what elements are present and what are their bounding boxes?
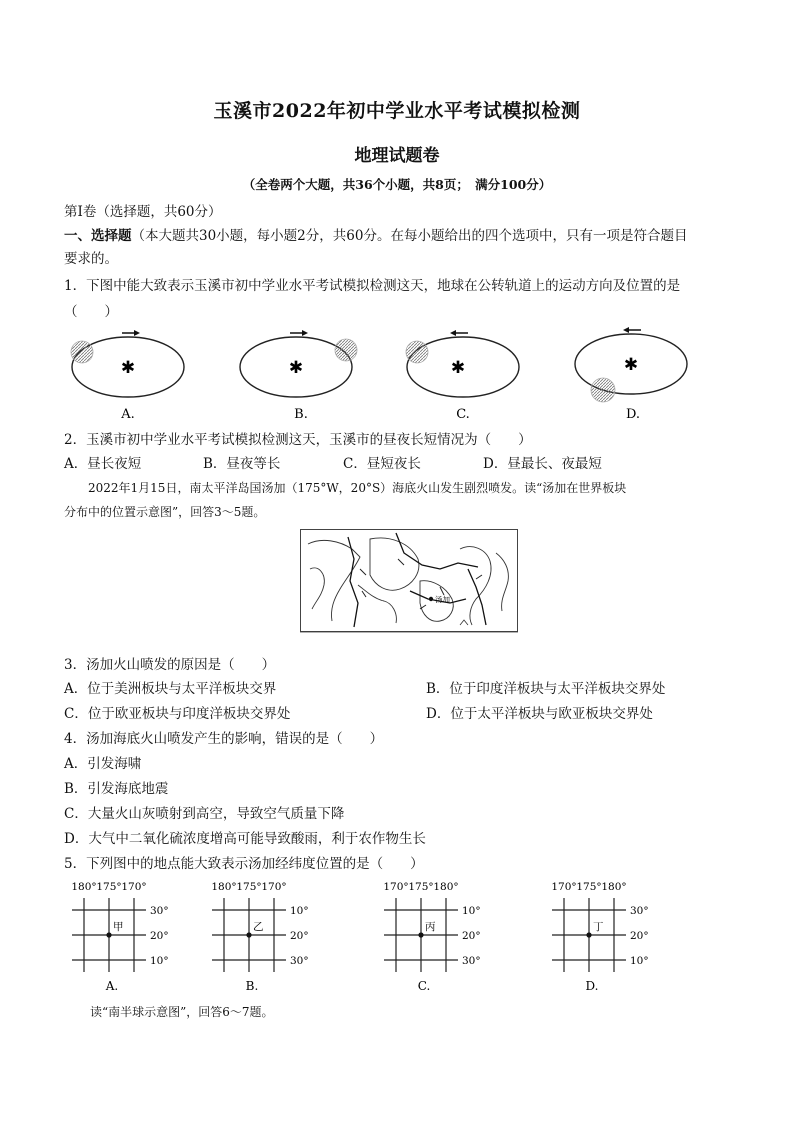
- tonga-marker: [429, 597, 433, 601]
- q2-option-a: A．昼长夜短: [64, 456, 142, 472]
- earth-icon: [406, 341, 428, 363]
- longitude-label: 175°: [576, 881, 602, 893]
- earth-icon: [335, 339, 357, 361]
- orbit-diagram-a: [71, 330, 184, 422]
- latitude-label: 10°: [290, 905, 309, 917]
- longitude-label: 175°: [236, 881, 262, 893]
- q4-option-d: D．大气中二氧化硫浓度增高可能导致酸雨，利于农作物生长: [64, 831, 426, 847]
- section-label: 一、选择题: [64, 228, 132, 244]
- q3-stem: 3．汤加火山喷发的原因是（ ）: [64, 657, 276, 673]
- orbit-diagram-b: [240, 330, 357, 422]
- arrow-right-icon: [134, 330, 140, 336]
- q1-orbit-diagrams: [60, 322, 740, 422]
- option-label: A.: [105, 979, 119, 993]
- longitude-label: 180°: [71, 881, 97, 893]
- q4-option-c: C．大量火山灰喷射到高空，导致空气质量下降: [64, 806, 345, 822]
- latitude-label: 10°: [630, 955, 649, 967]
- sun-icon: ✱: [623, 355, 639, 375]
- latitude-label: 30°: [462, 955, 481, 967]
- q3-option-c: C．位于欧亚板块与印度洋板块交界处: [64, 706, 291, 722]
- orbit-diagram-d: [575, 327, 687, 422]
- latitude-label: 30°: [150, 905, 169, 917]
- passage-line-2: 分布中的位置示意图”，回答3～5题。: [64, 505, 266, 519]
- q3-option-d: D．位于太平洋板块与欧亚板块交界处: [426, 706, 653, 722]
- latitude-label: 10°: [150, 955, 169, 967]
- earth-icon: [591, 378, 615, 402]
- q2-stem: 2．玉溪市初中学业水平考试模拟检测这天，玉溪市的昼夜长短情况为（ ）: [64, 432, 532, 448]
- sun-icon: ✱: [120, 358, 136, 378]
- longitude-label: 170°: [121, 881, 147, 893]
- exam-info: （全卷两个大题，共36个小题，共8页； 满分100分）: [242, 177, 552, 192]
- q5-grid-b: [202, 876, 332, 994]
- q2-option-c: C．昼短夜长: [343, 456, 421, 472]
- point-label: 甲: [113, 921, 124, 933]
- latitude-label: 30°: [290, 955, 309, 967]
- sun-icon: ✱: [450, 358, 466, 378]
- arrow-left-icon: [623, 327, 629, 333]
- passage-2: 读“南半球示意图”，回答6～7题。: [90, 1005, 274, 1019]
- q5-grid-d: [542, 876, 672, 994]
- q2-option-d: D．昼最长、夜最短: [483, 456, 602, 472]
- longitude-label: 175°: [96, 881, 122, 893]
- longitude-label: 175°: [408, 881, 434, 893]
- q5-grid-a: [62, 876, 192, 994]
- q5-grid-c: [374, 876, 504, 994]
- q3-option-a: A．位于美洲板块与太平洋板块交界: [64, 681, 277, 697]
- sun-icon: ✱: [288, 358, 304, 378]
- longitude-label: 180°: [433, 881, 459, 893]
- q4-option-a: A．引发海啸: [64, 756, 142, 772]
- q1-label-a: A.: [121, 407, 135, 422]
- q4-option-b: B．引发海底地震: [64, 781, 169, 797]
- q1-stem: 1．下图中能大致表示玉溪市初中学业水平考试模拟检测这天，地球在公转轨道上的运动方向及位置的是: [64, 278, 681, 294]
- earth-icon: [71, 341, 93, 363]
- latitude-label: 20°: [630, 930, 649, 942]
- arrow-left-icon: [450, 330, 456, 336]
- point-label: 乙: [253, 921, 264, 933]
- location-point: [418, 932, 423, 937]
- longitude-label: 170°: [551, 881, 577, 893]
- point-label: 丁: [593, 921, 604, 933]
- plate-map: [300, 529, 518, 639]
- longitude-label: 180°: [601, 881, 627, 893]
- latitude-label: 30°: [630, 905, 649, 917]
- q5-stem: 5．下列图中的地点能大致表示汤加经纬度位置的是（ ）: [64, 856, 424, 872]
- passage-line-1: 2022年1月15日，南太平洋岛国汤加（175°W，20°S）海底火山发生剧烈喷发。读“汤加在世界板块: [88, 481, 627, 495]
- exam-subtitle: 地理试题卷: [354, 146, 440, 166]
- location-point: [586, 932, 591, 937]
- latitude-label: 10°: [462, 905, 481, 917]
- location-point: [246, 932, 251, 937]
- longitude-label: 170°: [261, 881, 287, 893]
- longitude-label: 170°: [383, 881, 409, 893]
- q4-stem: 4．汤加海底火山喷发产生的影响，错误的是（ ）: [64, 731, 384, 747]
- q2-option-b: B．昼夜等长: [203, 456, 281, 472]
- q1-label-c: C.: [456, 407, 470, 422]
- exam-title: 玉溪市2022年初中学业水平考试模拟检测: [213, 100, 581, 122]
- point-label: 丙: [425, 921, 436, 933]
- latitude-label: 20°: [150, 930, 169, 942]
- q3-option-b: B．位于印度洋板块与太平洋板块交界处: [426, 681, 666, 697]
- option-label: D.: [585, 979, 599, 993]
- tonga-label: 汤加: [435, 595, 450, 604]
- section-text-2: 要求的。: [64, 251, 118, 267]
- latitude-label: 20°: [462, 930, 481, 942]
- latitude-label: 20°: [290, 930, 309, 942]
- q1-label-d: D.: [625, 407, 641, 422]
- arrow-right-icon: [302, 330, 308, 336]
- q1-paren: （ ）: [64, 304, 118, 320]
- option-label: B.: [245, 979, 259, 993]
- orbit-diagram-c: [406, 330, 519, 422]
- longitude-label: 180°: [211, 881, 237, 893]
- option-label: C.: [417, 979, 431, 993]
- part-label: 第Ⅰ卷（选择题，共60分）: [64, 204, 222, 220]
- q1-label-b: B.: [294, 407, 308, 422]
- section-text-1: （本大题共30小题，每小题2分，共60分。在每小题给出的四个选项中，只有一项是符合题目: [131, 228, 688, 244]
- location-point: [106, 932, 111, 937]
- section-heading: [64, 224, 687, 244]
